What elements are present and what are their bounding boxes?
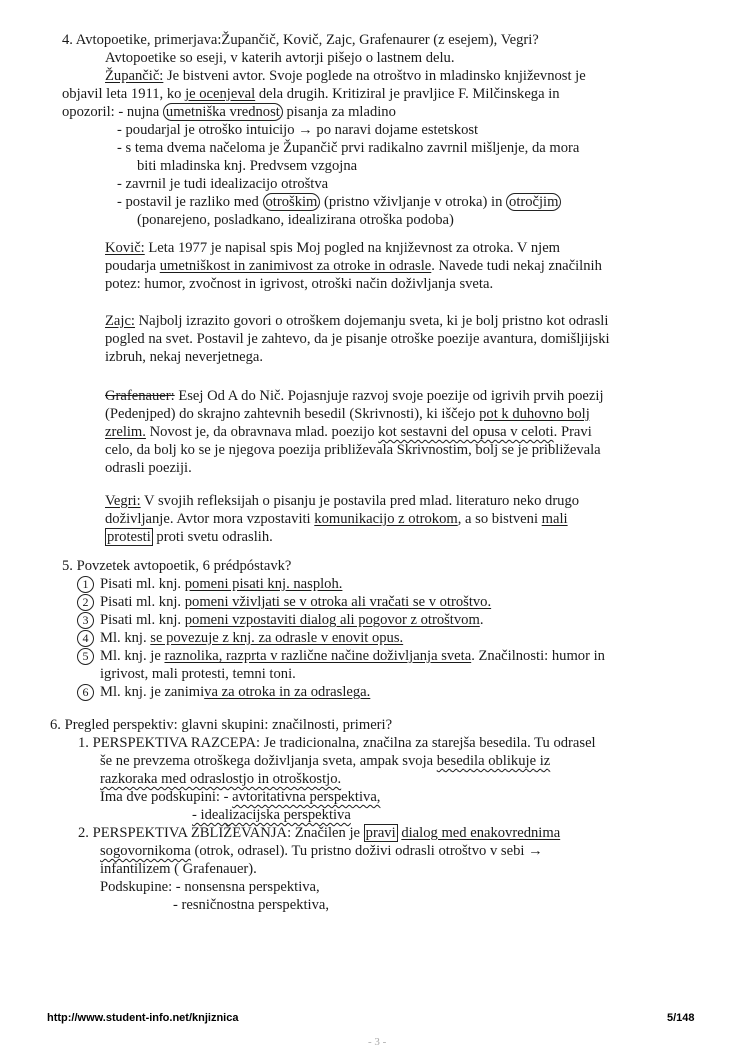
wavy-underlined-text: kot sestavni del opusa v celoti — [378, 424, 554, 440]
underlined-text: umetniškost in zanimivost za otroke in odrasle — [159, 258, 432, 274]
text-line — [105, 510, 568, 528]
text-segment: biti mladinska knj. Predvsem vzgojna — [137, 158, 358, 174]
struck-text: Grafenauer: — [105, 388, 175, 404]
text-segment: objavil leta 1911, ko — [62, 86, 186, 102]
underlined-text: se povezuje z knj. za odrasle v enovit opus. — [150, 630, 404, 646]
text-segment: doživljanje. Avtor mora vzpostaviti — [105, 511, 315, 527]
text-segment: proti svetu odraslih. — [152, 529, 273, 545]
text-segment: Pisati ml. knj. — [100, 612, 185, 628]
circled-text: otročjim — [506, 193, 561, 211]
underlined-text: va za otroka in za odraslega. — [204, 684, 371, 700]
boxed-text: pravi — [365, 825, 396, 841]
underlined-text: pot k duhovno bolj — [479, 406, 590, 422]
text-line — [77, 575, 342, 593]
text-line — [62, 31, 539, 49]
circled-number: 5 — [77, 648, 94, 665]
underlined-text: komunikacijo z otrokom — [314, 511, 458, 527]
text-segment: pisanja za mladino — [282, 104, 396, 120]
text-segment: odrasli poeziji. — [105, 460, 192, 476]
wavy-underlined-text: avtoritativna perspektiva, — [232, 789, 381, 805]
underlined-text: mali — [541, 511, 568, 527]
text-segment: , a so bistveni — [457, 511, 542, 527]
text-segment: - s tema dvema načeloma je Župančič prvi radikalno zavrnil mišljenje, da mora — [117, 140, 580, 156]
text-segment: Najbolj izrazito govori o otroškem dojemanju sveta, ki je bolj pristno kot odrasli — [134, 313, 609, 329]
text-segment: 5. Povzetek avtopoetik, 6 prédpóstavk? — [62, 558, 292, 574]
text-segment: Podskupine: - nonsensna perspektiva, — [100, 879, 320, 895]
text-line — [100, 665, 296, 683]
text-segment: igrivost, mali protesti, temni toni. — [100, 666, 296, 682]
text-line — [105, 405, 590, 423]
underlined-text: Kovič: — [105, 240, 145, 256]
text-segment: - zavrnil je tudi idealizacijo otroštva — [117, 176, 329, 192]
text-segment: Ml. knj. je zanimi — [100, 684, 205, 700]
underlined-text: je ocenjeval — [185, 86, 256, 102]
text-segment: 4. Avtopoetike, primerjava:Župančič, Kovič, Zajc, Grafenaurer (z esejem), Vegri? — [62, 32, 539, 48]
circled-text: umetniška vrednost — [163, 103, 283, 121]
text-segment: V svojih refleksijah o pisanju je postavila pred mlad. literaturo neko drugo — [140, 493, 580, 509]
text-line — [105, 312, 608, 330]
wavy-underlined-text: sogovornikoma — [100, 843, 191, 859]
text-segment: - poudarjal je otroško intuicijo → po naravi dojame estetskost — [117, 122, 479, 138]
underlined-text: raznolika, razprta v različne načine doživljanja sveta — [164, 648, 472, 664]
text-line — [77, 611, 483, 629]
text-line — [105, 441, 601, 459]
wavy-underlined-text: - idealizacijska perspektiva — [192, 807, 351, 823]
underlined-text: zrelim. — [105, 424, 146, 440]
text-segment: Ima dve podskupini: - — [100, 789, 233, 805]
text-segment: . — [479, 612, 484, 628]
underlined-text: pomeni pisati knj. nasploh. — [184, 576, 343, 592]
text-line — [62, 103, 396, 121]
text-line — [105, 459, 192, 477]
text-line — [117, 121, 478, 139]
text-line — [105, 49, 455, 67]
text-line — [117, 193, 561, 211]
text-line — [117, 139, 579, 157]
text-segment: (pristno vživljanje v otroka) in — [320, 194, 507, 210]
text-segment: Je bistveni avtor. Svoje poglede na otroštvo in mladinsko književnost je — [163, 68, 586, 84]
text-segment: 6. Pregled perspektiv: glavni skupini: značilnosti, primeri? — [50, 717, 393, 733]
text-segment: (Pedenjped) do skrajno zahtevnih besedil (Skrivnosti), ki iščejo — [105, 406, 480, 422]
text-line — [100, 878, 320, 896]
text-line — [100, 842, 543, 860]
circled-number: 2 — [77, 594, 94, 611]
text-line — [105, 348, 263, 366]
text-line — [77, 647, 605, 665]
text-segment: 2. PERSPEKTIVA ZBLIŽEVANJA: Značilen je — [78, 825, 364, 841]
footer-page-number: 5/148 — [667, 1012, 695, 1024]
scanned-page-mark: - 3 - — [368, 1036, 387, 1048]
text-line — [105, 67, 586, 85]
text-line — [77, 593, 491, 611]
text-line — [78, 734, 596, 752]
text-line — [137, 157, 357, 175]
text-segment: . Značilnosti: humor in — [471, 648, 605, 664]
text-line — [105, 330, 610, 348]
text-segment: Pisati ml. knj. — [100, 576, 185, 592]
text-segment: infantilizem ( Grafenauer). — [100, 861, 257, 877]
text-line — [50, 716, 392, 734]
circled-number: 1 — [77, 576, 94, 593]
text-segment: Ml. knj. — [100, 630, 151, 646]
text-segment: dela drugih. Kritiziral je pravljice F. Milčinskega in — [255, 86, 560, 102]
circled-number: 6 — [77, 684, 94, 701]
text-line — [77, 629, 403, 647]
text-segment: Leta 1977 je napisal spis Moj pogled na književnost za otroka. V njem — [144, 240, 561, 256]
text-line — [192, 806, 351, 824]
circled-number: 3 — [77, 612, 94, 629]
text-line — [77, 683, 370, 701]
underlined-text: pomeni vzpostaviti dialog ali pogovor z otroštvom — [184, 612, 480, 628]
circled-text: otroškim — [263, 193, 321, 211]
underlined-text: Vegri: — [105, 493, 141, 509]
text-segment: (ponarejeno, posladkano, idealizirana otroška podoba) — [137, 212, 454, 228]
text-segment: - postavil je razliko med — [117, 194, 263, 210]
underlined-text: Zajc: — [105, 313, 135, 329]
text-line — [173, 896, 329, 914]
underlined-text: dialog med enakovrednima — [401, 825, 561, 841]
wavy-underlined-text: besedila oblikuje iz — [436, 753, 551, 769]
text-segment: izbruh, nekaj neverjetnega. — [105, 349, 264, 365]
text-segment: (otrok, odrasel). Tu pristno doživi odrasli otroštvo v sebi → — [190, 843, 543, 859]
underlined-text: pomeni vživljati se v otroka ali vračati se v otroštvo. — [184, 594, 492, 610]
text-segment: 1. PERSPEKTIVA RAZCEPA: Je tradicionalna, značilna za starejša besedila. Tu odrasel — [78, 735, 596, 751]
text-line — [105, 492, 579, 510]
text-segment: pogled na svet. Postavil je zahtevo, da je pisanje otroške poezije avantura, domišljijski — [105, 331, 610, 347]
text-line — [100, 752, 550, 770]
text-segment: poudarja — [105, 258, 160, 274]
text-line — [100, 860, 257, 878]
text-line — [105, 257, 602, 275]
text-line — [105, 275, 493, 293]
wavy-underlined-text: razkoraka med odraslostjo in otroškostjo. — [100, 771, 342, 787]
text-line — [105, 528, 273, 546]
text-segment: še ne prevzema otroškega doživljanja sveta, ampak svoja — [100, 753, 437, 769]
footer-url-link[interactable]: http://www.student-info.net/knjiznica — [47, 1012, 239, 1024]
text-line — [62, 557, 291, 575]
circled-number: 4 — [77, 630, 94, 647]
text-line — [100, 788, 380, 806]
underlined-text: Župančič: — [105, 68, 164, 84]
text-segment: potez: humor, zvočnost in igrivost, otroški način doživljanja sveta. — [105, 276, 494, 292]
text-segment: . Pravi — [553, 424, 592, 440]
text-line — [100, 770, 341, 788]
text-segment: Novost je, da obravnava mlad. poezijo — [145, 424, 379, 440]
text-line — [117, 175, 328, 193]
text-line — [62, 85, 560, 103]
text-line — [105, 239, 560, 257]
text-line — [137, 211, 454, 229]
text-segment: celo, da bolj ko se je njegova poezija približevala Skrivnostim, bolj se je približevala — [105, 442, 601, 458]
text-line — [105, 387, 604, 405]
text-segment: Pisati ml. knj. — [100, 594, 185, 610]
text-line — [78, 824, 560, 842]
text-segment: - resničnostna perspektiva, — [173, 897, 330, 913]
text-line — [105, 423, 592, 441]
text-segment: opozoril: - nujna — [62, 104, 163, 120]
text-segment: Esej Od A do Nič. Pojasnjuje razvoj svoje poezije od igrivih prvih poezij — [174, 388, 604, 404]
text-segment: Ml. knj. je — [100, 648, 165, 664]
boxed-text: protesti — [107, 529, 151, 545]
text-segment: . Navede tudi nekaj značilnih — [431, 258, 602, 274]
text-segment: Avtopoetike so eseji, v katerih avtorji pišejo o lastnem delu. — [105, 50, 455, 66]
